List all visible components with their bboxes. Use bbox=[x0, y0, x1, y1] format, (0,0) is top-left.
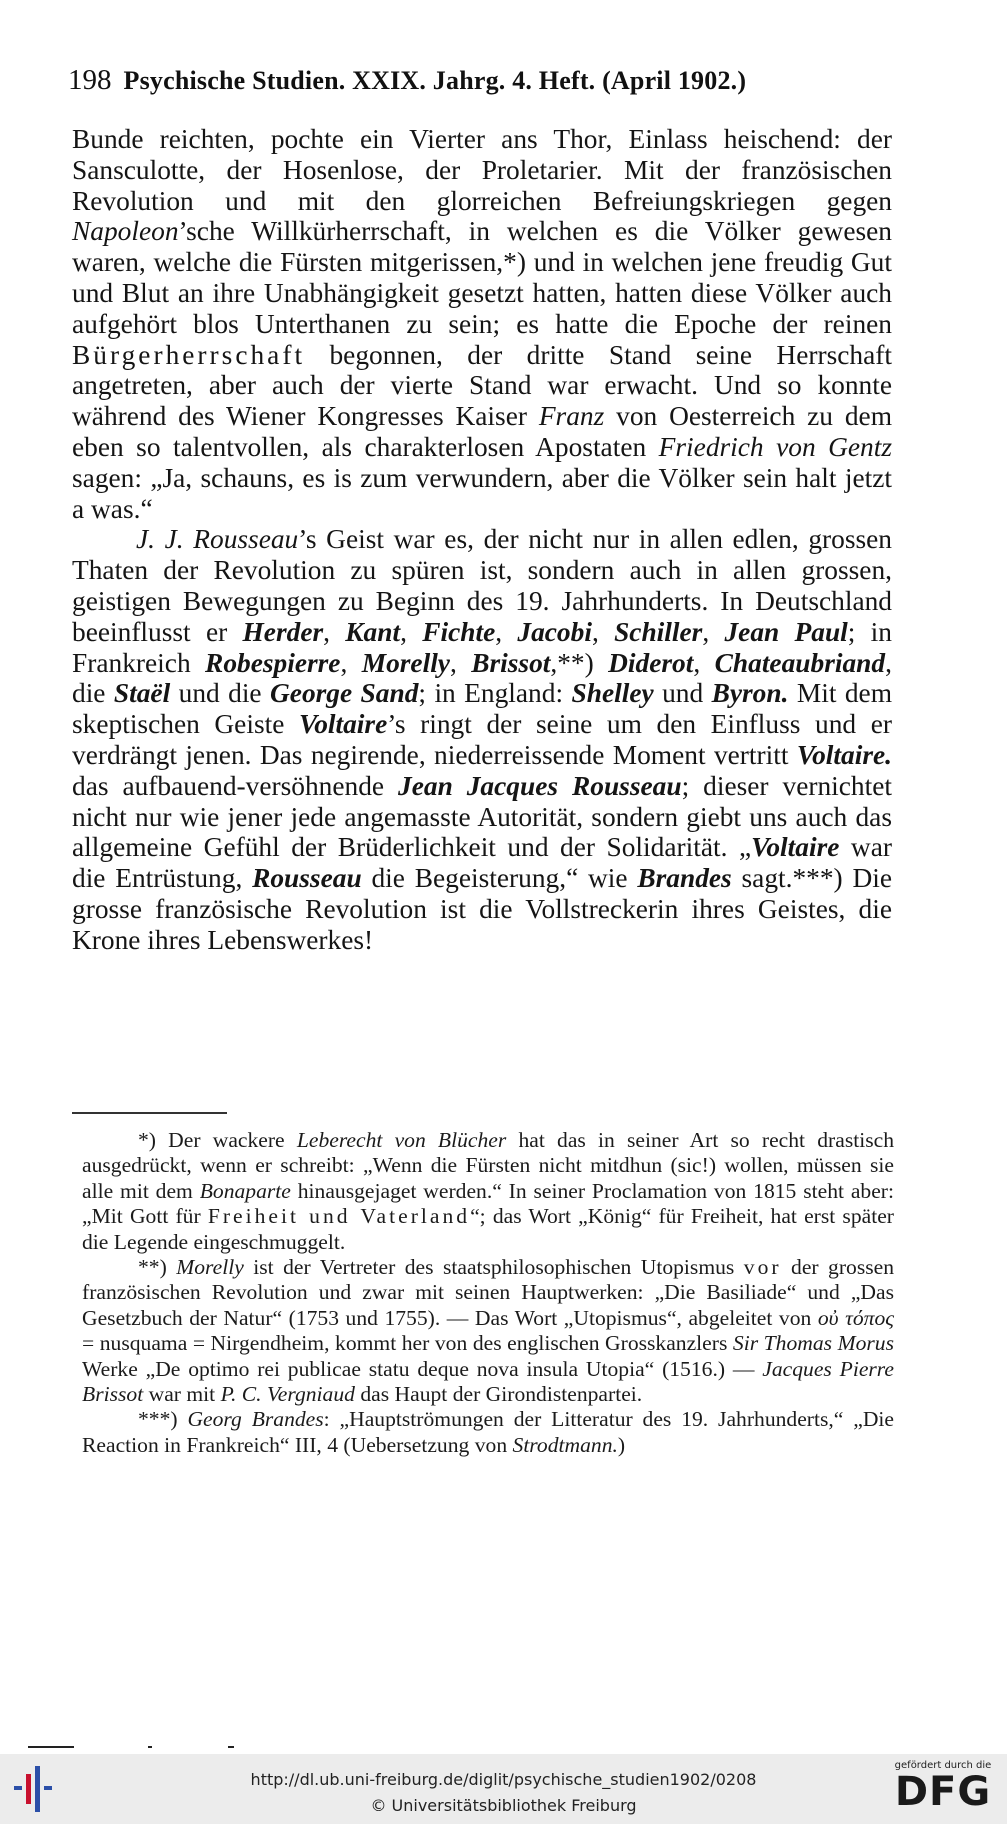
name-voltaire: Voltaire bbox=[751, 832, 840, 863]
text-run: war mit bbox=[143, 1382, 221, 1407]
name-rousseau: J. J. Rousseau bbox=[136, 524, 299, 555]
funder-caption: gefördert durch die bbox=[894, 1760, 992, 1771]
scan-mark bbox=[228, 1746, 234, 1748]
scan-mark bbox=[28, 1746, 74, 1748]
name-morus: Sir Thomas Morus bbox=[732, 1331, 894, 1356]
text-run: ’sche Willkürherrschaft, in welchen es die Völker gewesen waren, welche die Fürsten mitgerissen,*) und in welchen jene freudig Gut und Blut an ihre Unabhängigkeit gesetzt hatten, hatten diese Völker auch aufgehört blos Unterthanen zu sein; es hatte die Epoche der reinen bbox=[72, 216, 892, 339]
sep: , bbox=[323, 616, 346, 647]
name-franz: Franz bbox=[538, 401, 605, 432]
name-brandes: Brandes bbox=[637, 863, 732, 894]
text-run: ’s ringt der seine um den Einfluss und er verdrängt jenen. Das negirende, niederreissende Moment vertritt bbox=[72, 709, 892, 770]
name-bluecher: Leberecht von Blücher bbox=[296, 1128, 507, 1152]
name-george-sand: George Sand bbox=[270, 678, 419, 709]
name-napoleon: Napoleon bbox=[72, 216, 179, 247]
text-run: ist der Vertreter des staatsphilosophischen Utopismus bbox=[243, 1255, 744, 1280]
journal-title: Psychische Studien. XXIX. Jahrg. 4. Heft. (April 1902.) bbox=[123, 66, 747, 95]
name-morelly: Morelly bbox=[361, 647, 450, 678]
text-run: das aufbauend-versöhnende bbox=[72, 770, 399, 801]
scan-mark bbox=[148, 1746, 152, 1748]
text-run: ) bbox=[617, 1432, 626, 1457]
text-run: hat das in seiner Art so recht drastisch ausgedrückt, wenn er schreibt: „Wenn die Fürsten nicht mitdhun (sic!) wollen, müssen sie alle mit dem bbox=[82, 1128, 895, 1203]
text-run: Werke „De optimo rei publicae statu deque nova insula Utopia“ (1516.) — bbox=[82, 1356, 763, 1381]
sep: , bbox=[702, 616, 725, 647]
name-chateaubriand: Chateaubriand bbox=[714, 647, 886, 678]
name-jean-paul: Jean Paul bbox=[724, 616, 848, 647]
text-run: **) bbox=[138, 1255, 177, 1280]
text-run: ; dieser vernichtet nicht nur wie jener jede angemasste Autorität, sondern giebt uns auch das allgemeine Gefühl der Brüderlichkeit und der Solidarität. „ bbox=[72, 770, 893, 863]
digitization-footer bbox=[0, 1754, 1007, 1824]
name-vergniaud: P. C. Vergniaud bbox=[220, 1382, 355, 1407]
name-herder: Herder bbox=[242, 616, 324, 647]
text-run: die Begeisterung,“ wie bbox=[361, 863, 638, 894]
text-run: begonnen, der dritte Stand seine Herrschaft angetreten, aber auch der vierte Stand war erwacht. Und so konnte während des Wiener Kongresses Kaiser bbox=[72, 339, 892, 432]
footnote-2 bbox=[82, 1255, 894, 1407]
name-rousseau: Rousseau bbox=[252, 863, 362, 894]
text-run: = nusquama = Nirgendheim, kommt her von des englischen Grosskanzlers bbox=[82, 1331, 733, 1356]
copyright: © Universitätsbibliothek Freiburg bbox=[370, 1796, 637, 1815]
text-run: “; das Wort „König“ für Freiheit, hat erst später die Legende eingeschmuggelt. bbox=[82, 1204, 894, 1254]
text-run: ; in England: bbox=[418, 678, 572, 709]
text-run: war die Entrüstung, bbox=[72, 832, 892, 894]
scan-marks bbox=[28, 1746, 288, 1752]
sep: , bbox=[591, 616, 615, 647]
footnote-3 bbox=[82, 1407, 894, 1458]
name-robespierre: Robespierre bbox=[205, 647, 341, 678]
name-jacobi: Jacobi bbox=[517, 616, 592, 647]
name-kant: Kant bbox=[345, 616, 401, 647]
permalink[interactable]: http://dl.ub.uni-freiburg.de/diglit/psychische_studien1902/0208 bbox=[250, 1770, 757, 1789]
footnote-divider bbox=[72, 1112, 227, 1114]
main-text bbox=[72, 124, 892, 956]
text-run: der grossen französischen Revolution und zwar mit seinen Hauptwerken: „Die Basiliade“ und „Das Gesetzbuch der Natur“ (1753 und 1755). — Das Wort „Utopismus“, abgeleitet von bbox=[82, 1255, 895, 1330]
text-run: ***) bbox=[138, 1407, 188, 1432]
text-run: sagt.***) Die grosse französische Revolution ist die Vollstreckerin ihres Geistes, die Krone ihres Lebenswerkes! bbox=[72, 863, 892, 955]
footnote-1 bbox=[82, 1128, 894, 1255]
name-voltaire: Voltaire. bbox=[796, 739, 892, 770]
name-brissot: Jacques Pierre Brissot bbox=[82, 1356, 894, 1407]
text-run: von Oesterreich zu dem eben so talentvollen, als charakterlosen Apostaten bbox=[72, 401, 892, 462]
footnotes bbox=[82, 1128, 894, 1458]
running-header bbox=[68, 64, 868, 97]
spaced-term: vor bbox=[743, 1255, 782, 1280]
name-schiller: Schiller bbox=[614, 616, 703, 647]
name-jean-jacques-rousseau: Jean Jacques Rousseau bbox=[398, 770, 682, 801]
dfg-wordmark: DFG bbox=[894, 1769, 992, 1815]
text-run: Mit dem skeptischen Geiste bbox=[72, 678, 893, 740]
name-morelly: Morelly bbox=[176, 1255, 244, 1280]
paragraph-1 bbox=[72, 124, 892, 524]
greek-term: οὐ τόπος bbox=[817, 1305, 894, 1330]
name-stael: Staël bbox=[113, 678, 171, 709]
name-byron: Byron. bbox=[711, 678, 789, 709]
page-number: 198 bbox=[68, 64, 112, 96]
text-run: *) Der wackere bbox=[138, 1128, 297, 1152]
name-gentz: Friedrich von Gentz bbox=[658, 431, 893, 462]
dfg-logo bbox=[888, 1760, 998, 1813]
text-run: hinausgejaget werden.“ In seiner Proclamation von 1815 steht aber: „Mit Gott für bbox=[82, 1178, 894, 1229]
sep: , bbox=[340, 647, 362, 678]
sep: , bbox=[495, 616, 518, 647]
text-run: das Haupt der Girondistenpartei. bbox=[354, 1382, 643, 1407]
text-run: ,**) bbox=[550, 647, 609, 678]
text-run: und bbox=[653, 678, 712, 709]
name-bonaparte: Bonaparte bbox=[199, 1178, 291, 1203]
name-brissot: Brissot bbox=[471, 647, 551, 678]
text-run: ’s Geist war es, der nicht nur in allen edlen, grossen Thaten der Revolution zu spüren ist, sondern auch in allen grossen, geistigen Bewegungen zu Beginn des 19. Jahrhunderts. In Deutschland beeinflusst er bbox=[72, 524, 892, 647]
name-diderot: Diderot bbox=[608, 647, 694, 678]
text-run: Bunde reichten, pochte ein Vierter ans Thor, Einlass heischend: der Sansculotte, der Hosenlose, der Proletarier. Mit der französischen Revolution und mit den glorreichen Befreiungskriegen gegen bbox=[72, 124, 892, 216]
text-run: , die bbox=[72, 647, 892, 709]
name-strodtmann: Strodtmann. bbox=[512, 1432, 618, 1457]
name-fichte: Fichte bbox=[422, 616, 496, 647]
text-run: ; in Frankreich bbox=[72, 616, 892, 678]
paragraph-2 bbox=[72, 524, 892, 955]
text-run: und die bbox=[170, 678, 270, 709]
spaced-term: Freiheit und Vaterland bbox=[207, 1204, 471, 1229]
spaced-term: Bürgerherrschaft bbox=[72, 339, 306, 370]
name-voltaire: Voltaire bbox=[298, 709, 388, 740]
text-run: : „Hauptströmungen der Litteratur des 19. Jahrhunderts,“ „Die Reaction in Frankreich“ III, 4 (Uebersetzung von bbox=[82, 1407, 895, 1457]
name-shelley: Shelley bbox=[571, 678, 654, 709]
text-run: sagen: „Ja, schauns, es is zum verwundern, aber die Völker sein halt jetzt a was.“ bbox=[72, 462, 892, 524]
sep: , bbox=[449, 647, 472, 678]
sep: , bbox=[400, 616, 423, 647]
name-georg-brandes: Georg Brandes bbox=[187, 1407, 324, 1432]
sep: , bbox=[693, 647, 715, 678]
